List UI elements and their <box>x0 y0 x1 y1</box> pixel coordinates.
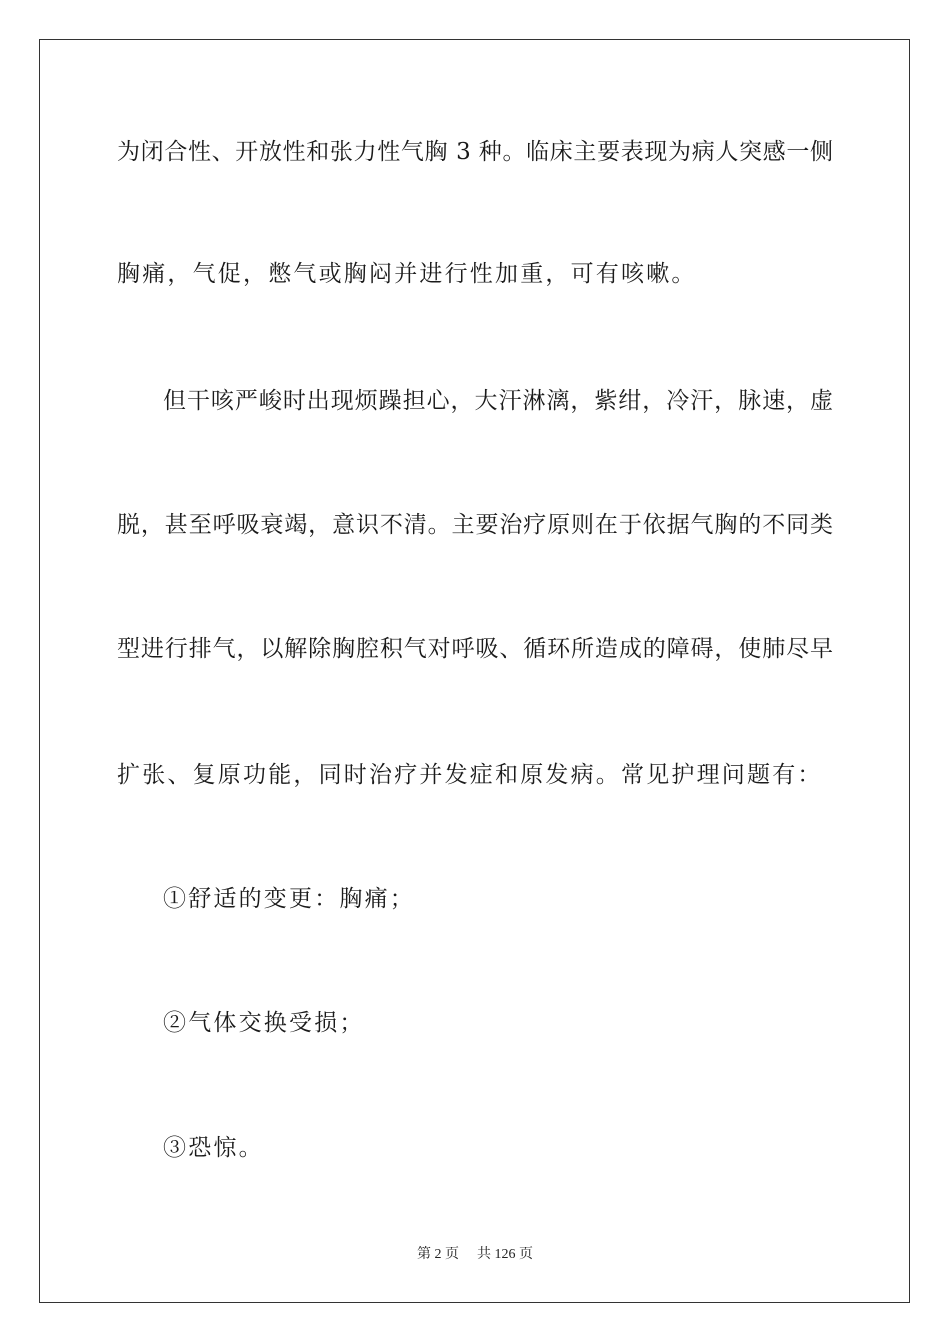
total-pages: 共 126 页 <box>477 1247 533 1262</box>
text-line-6: 扩张、复原功能，同时治疗并发症和原发病。常见护理问题有： <box>117 762 823 788</box>
text-line-5: 型进行排气，以解除胸腔积气对呼吸、循环所造成的障碍，使肺尽早 <box>117 636 833 662</box>
list-item-3: ③恐惊。 <box>163 1135 264 1161</box>
text-line-4: 脱，甚至呼吸衰竭，意识不清。主要治疗原则在于依据气胸的不同类 <box>117 512 833 538</box>
list-item-2: ②气体交换受损； <box>163 1010 365 1036</box>
page-border <box>39 39 910 1303</box>
page-footer <box>0 1246 950 1264</box>
text-line-1: 为闭合性、开放性和张力性气胸 3 种。临床主要表现为病人突感一侧 <box>117 139 833 165</box>
text-line-3: 但干咳严峻时出现烦躁担心，大汗淋漓，紫绀，冷汗，脉速，虚 <box>163 388 833 414</box>
list-item-1: ①舒适的变更：胸痛； <box>163 886 415 912</box>
text-line-2: 胸痛，气促，憋气或胸闷并进行性加重，可有咳嗽。 <box>117 261 697 287</box>
page-number: 第 2 页 <box>417 1247 459 1262</box>
